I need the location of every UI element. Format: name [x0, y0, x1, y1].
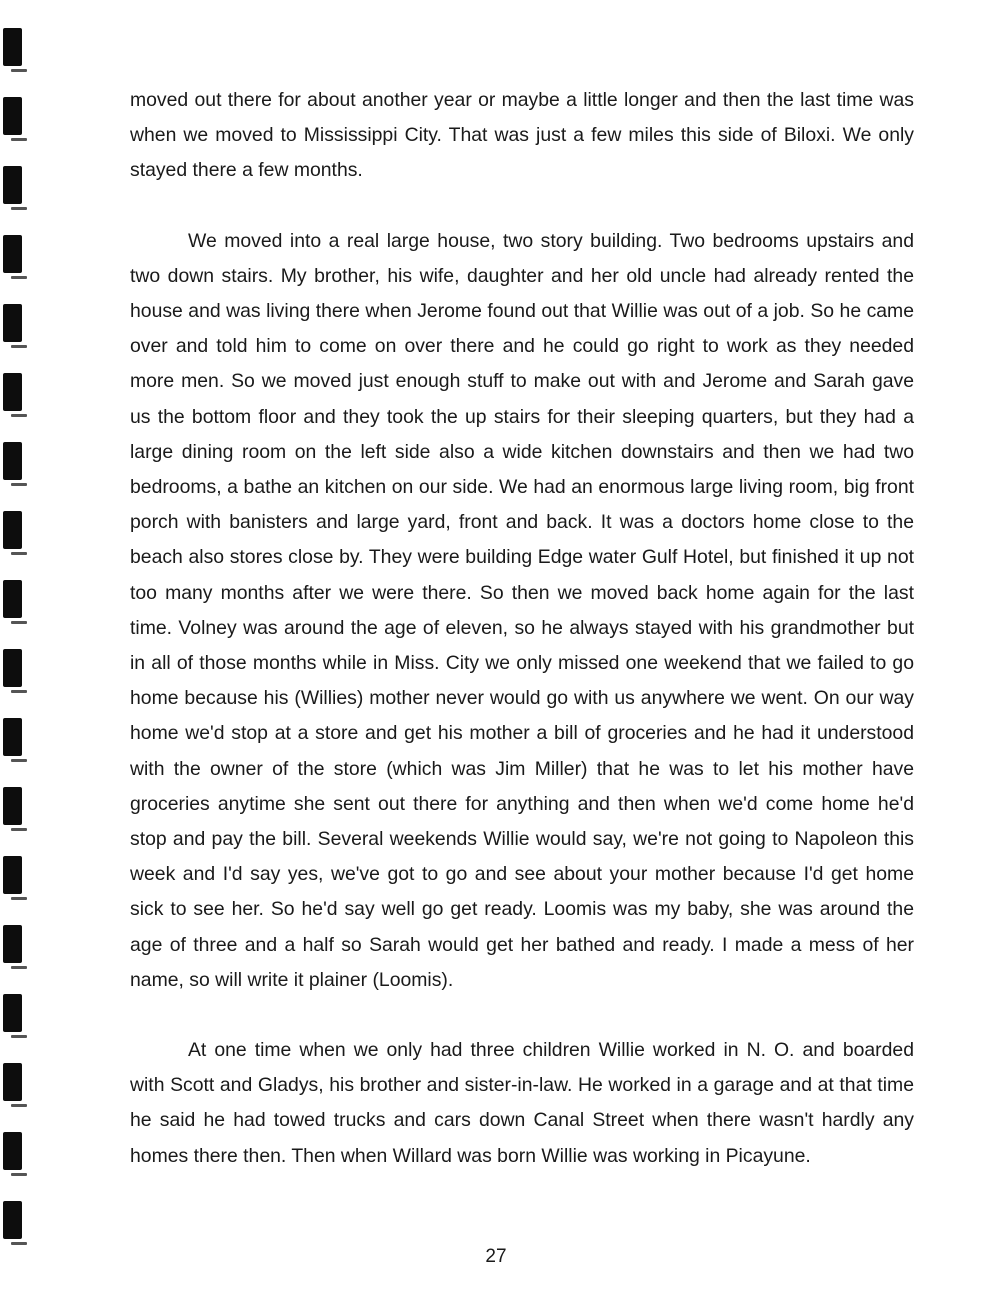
- paragraph-2: We moved into a real large house, two story building. Two bedrooms upstairs and two down stairs. My brother, his wife, daughter and her old uncle had already rented the house and was living there when Jerome found out that Willie was out of a job. So he came over and told him to come on over there and he could go right to work as they needed more men. So we moved just enough stuff to make out with and Jerome and Sarah gave us the bottom floor and they took the up stairs for their sleeping quarters, but they had a large dining room on the left side also a wide kitchen downstairs and then we had two bedrooms, a bathe an kitchen on our side. We had an enormous large living room, big front porch with banisters and large yard, front and back. It was a doctors home close to the beach also stores close by. They were building Edge water Gulf Hotel, but finished it up not too many months after we were there. So then we moved back home again for the last time. Volney was around the age of eleven, so he always stayed with his grandmother but in all of those months while in Miss. City we only missed one weekend that we failed to go home because his (Willies) mother never would go with us anywhere we went. On our way home we'd stop at a store and get his mother a bill of groceries and he had it understood with the owner of the store (which was Jim Miller) that he was to let his mother have groceries anytime she sent out there for anything and then when we'd come home he'd stop and pay the bill. Several weekends Willie would say, we're not going to Napoleon this week and I'd say yes, we've got to go and see about your mother because I'd get home sick to see her. So he'd say well go get ready. Loomis was my baby, she was around the age of three and a half so Sarah would get her bathed and ready. I made a mess of her name, so will write it plainer (Loomis).: [130, 229, 914, 991]
- paragraph-3: At one time when we only had three children Willie worked in N. O. and boarded with Scott and Gladys, his brother and sister-in-law. He worked in a garage and at that time he said he had towed trucks and cars down Canal Street when there wasn't hardly any homes there then. Then when Willard was born Willie was working in Picayune.: [130, 1039, 914, 1167]
- spiral-binding: [0, 0, 36, 1292]
- binding-hole: [3, 511, 22, 549]
- binding-hole: [3, 925, 22, 963]
- binding-hole: [3, 97, 22, 135]
- binding-hole: [3, 718, 22, 756]
- binding-hole: [3, 787, 22, 825]
- binding-hole: [3, 28, 22, 66]
- binding-hole: [3, 856, 22, 894]
- binding-hole: [3, 994, 22, 1032]
- page-body: [130, 83, 914, 1174]
- binding-hole: [3, 1063, 22, 1101]
- page-number: 27: [485, 1246, 507, 1267]
- binding-hole: [3, 373, 22, 411]
- binding-hole: [3, 166, 22, 204]
- binding-hole: [3, 1132, 22, 1170]
- binding-hole: [3, 235, 22, 273]
- binding-hole: [3, 304, 22, 342]
- binding-hole: [3, 580, 22, 618]
- binding-hole: [3, 442, 22, 480]
- binding-hole: [3, 1201, 22, 1239]
- binding-hole: [3, 649, 22, 687]
- paragraph-1: moved out there for about another year or maybe a little longer and then the last time was when we moved to Mississippi City. That was just a few miles this side of Biloxi. We only stayed there a few months.: [130, 89, 914, 182]
